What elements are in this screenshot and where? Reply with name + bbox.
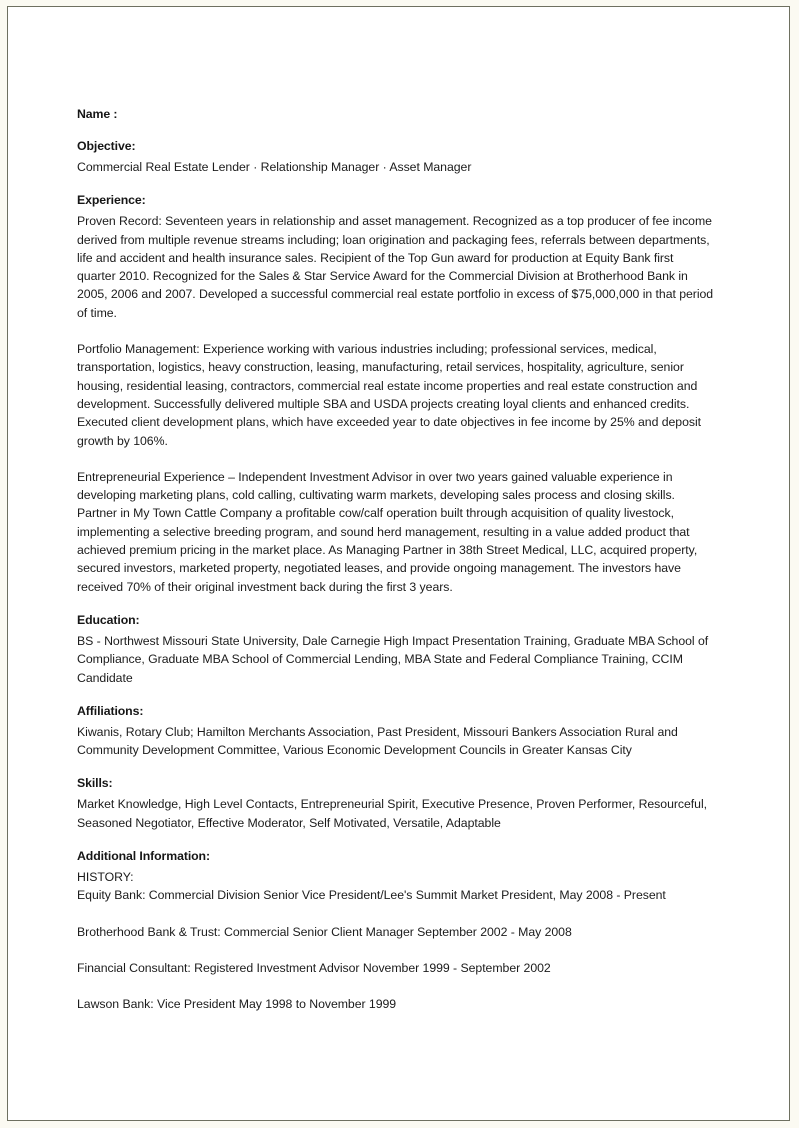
education-heading: Education:: [77, 612, 140, 627]
skills-text: Market Knowledge, High Level Contacts, Entrepreneurial Spirit, Executive Presence, Proven Performer, Resourceful, Seasoned Negotiator, Effective Moderator, Self Motivated, Versatile, Adaptable: [77, 797, 707, 830]
name-label: Name :: [77, 107, 118, 121]
name-section: [77, 107, 714, 122]
objective-heading: Objective:: [77, 139, 136, 153]
experience-section: [77, 193, 714, 596]
experience-paragraph-proven-record: Proven Record: Seventeen years in relationship and asset management. Recognized as a top producer of fee income derived from multiple revenue streams including; loan origination and packaging fees, referrals between departments, life and accident and health insurance sales. Recipient of the Top Gun award for production at Equity Bank first quarter 2010. Recognized for the Sales & Star Service Award for the Commercial Division at Brotherhood Bank in 2005, 2006 and 2007. Developed a successful commercial real estate portfolio in excess of $75,000,000 in that period of time.: [77, 214, 714, 320]
experience-paragraph-portfolio-management: Portfolio Management: Experience working with various industries including; professional services, medical, transportation, logistics, heavy construction, leasing, manufacturing, retail services, hospitality, agriculture, senior housing, residential leasing, contractors, commercial real estate income properties and real estate construction and development. Successfully delivered multiple SBA and USDA projects creating loyal clients and enhanced credits. Executed client development plans, which have exceeded year to date objectives in fee income by 25% and deposit growth by 106%.: [77, 342, 702, 448]
education-section: [77, 613, 714, 687]
document-page: [7, 6, 790, 1121]
experience-heading: Experience:: [77, 193, 146, 208]
page-surface: [9, 8, 788, 1119]
additional-information-heading: Additional Information:: [77, 849, 210, 864]
affiliations-heading: Affiliations:: [77, 703, 144, 718]
skills-heading: Skills:: [77, 776, 113, 791]
resume-content: [77, 107, 714, 1031]
skills-section: [77, 776, 714, 832]
history-entry-brotherhood-bank: Brotherhood Bank & Trust: Commercial Senior Client Manager September 2002 - May 2008: [77, 924, 572, 939]
affiliations-text: Kiwanis, Rotary Club; Hamilton Merchants Association, Past President, Missouri Bankers Association Rural and Community Development Committee, Various Economic Development Councils in Greater Kansas City: [77, 724, 678, 758]
objective-section: [77, 139, 714, 176]
history-entry-financial-consultant: Financial Consultant: Registered Investment Advisor November 1999 - September 2002: [77, 960, 551, 975]
education-text: BS - Northwest Missouri State University, Dale Carnegie High Impact Presentation Training, Graduate MBA School of Compliance, Graduate MBA School of Commercial Lending, MBA State and Federal Compliance Training, CCIM Candidate: [77, 633, 709, 685]
history-label: HISTORY:: [77, 870, 134, 885]
experience-paragraph-entrepreneurial: Entrepreneurial Experience – Independent Investment Advisor in over two years gained valuable experience in developing marketing plans, cold calling, cultivating warm markets, developing sales process and closing skills. Partner in My Town Cattle Company a profitable cow/calf operation built through acquisition of quality livestock, implementing a selective breeding program, and sound herd management, resulting in a value added product that achieved premium pricing in the market place. As Managing Partner in 38th Street Medical, LLC, acquired property, secured investors, marketed property, negotiated leases, and provide ongoing management. The investors have received 70% of their original investment back during the first 3 years.: [77, 469, 698, 594]
affiliations-section: [77, 704, 714, 760]
objective-text: Commercial Real Estate Lender · Relationship Manager · Asset Manager: [77, 160, 472, 174]
additional-information-section: [77, 849, 714, 1013]
history-entry-equity-bank: Equity Bank: Commercial Division Senior Vice President/Lee's Summit Market President, May 2008 - Present: [77, 888, 666, 903]
history-entry-lawson-bank: Lawson Bank: Vice President May 1998 to November 1999: [77, 997, 397, 1012]
